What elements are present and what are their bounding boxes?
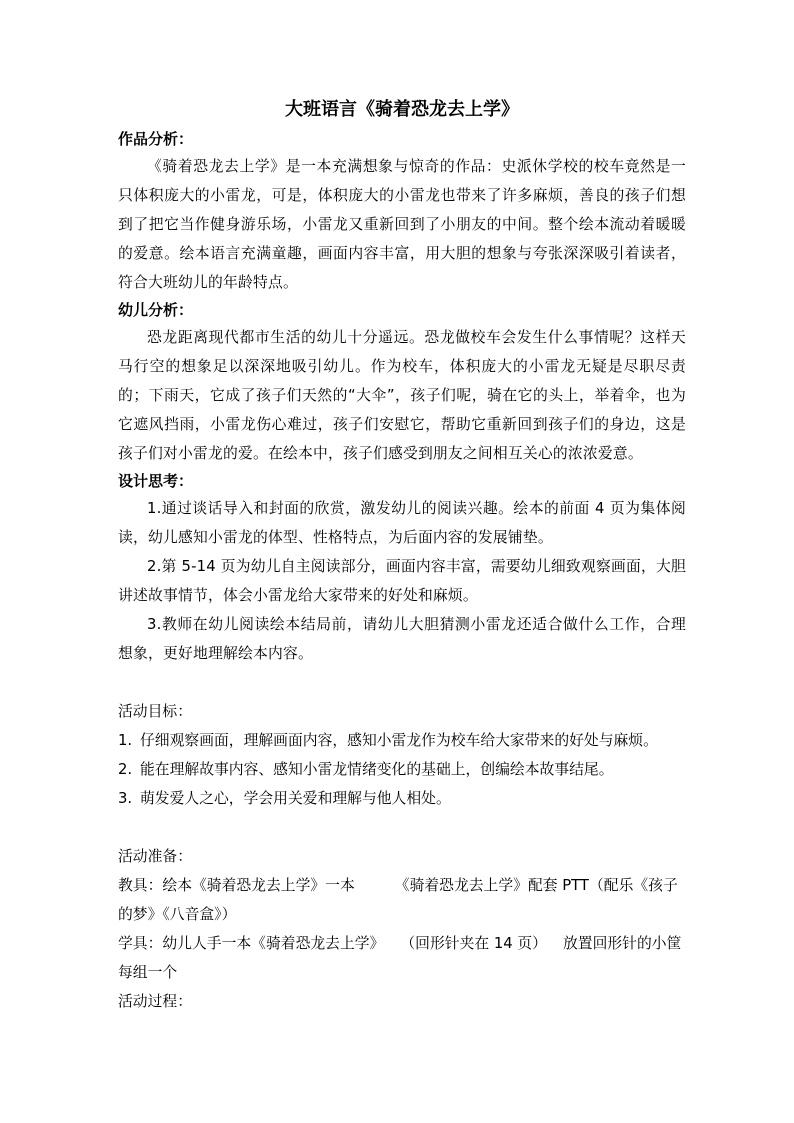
child-analysis-heading: 幼儿分析：: [118, 301, 194, 319]
goals-heading: 活动目标：: [118, 703, 192, 720]
teacher-materials-ppt: 《骑着恐龙去上学》配套 PTT（配乐《孩子的梦》《八音盒》）: [118, 877, 678, 923]
goal-number: 3.: [118, 790, 133, 807]
student-materials-basket: 放置回形针的小筐每组一个: [118, 935, 682, 981]
prep-heading: 活动准备：: [118, 848, 192, 865]
process-heading: 活动过程：: [118, 993, 192, 1010]
design-item-2: 2.第 5-14 页为幼儿自主阅读部分，画面内容丰富，需要幼儿细致观察画面，大胆讲述故事情节，体会小雷龙给大家带来的好处和麻烦。: [118, 558, 686, 604]
student-materials-book: 学具：幼儿人手一本《骑着恐龙去上学》: [118, 935, 385, 952]
teacher-materials-book: 教具：绘本《骑着恐龙去上学》一本: [118, 877, 355, 894]
document-page: [118, 96, 686, 1016]
design-heading: 设计思考：: [118, 472, 194, 490]
prep-teacher-materials: [118, 871, 686, 929]
work-analysis-text: 《骑着恐龙去上学》是一本充满想象与惊奇的作品：史派休学校的校车竟然是一只体积庞大的小雷龙，可是，体积庞大的小雷龙也带来了许多麻烦，善良的孩子们想到了把它当作健身游乐场，小雷龙又重新回到了小朋友的中间。整个绘本流动着暖暖的爱意。绘本语言充满童趣，画面内容丰富，用大胆的想象与夸张深深吸引着读者，符合大班幼儿的年龄特点。: [118, 158, 686, 291]
spacer: [118, 813, 686, 842]
goal-item: [118, 784, 686, 813]
goal-item: [118, 755, 686, 784]
goal-text: 萌发爱人之心，学会用关爱和理解与他人相处。: [140, 790, 451, 807]
student-materials-clip: （回形针夹在 14 页）: [400, 935, 547, 952]
goal-number: 1.: [118, 732, 133, 749]
spacer: [118, 668, 686, 697]
design-item-1: 1.通过谈话导入和封面的欣赏，激发幼儿的阅读兴趣。绘本的前面 4 页为集体阅读，幼儿感知小雷龙的体型、性格特点，为后面内容的发展铺垫。: [118, 500, 686, 546]
prep-student-materials: [118, 929, 686, 987]
child-analysis-text: 恐龙距离现代都市生活的幼儿十分遥远。恐龙做校车会发生什么事情呢？这样天马行空的想象足以深深地吸引幼儿。作为校车，体积庞大的小雷龙无疑是尽职尽责的；下雨天，它成了孩子们天然的“大伞”，孩子们呢，骑在它的头上，举着伞，也为它遮风挡雨，小雷龙伤心难过，孩子们安慰它，帮助它重新回到孩子们的身边，这是孩子们对小雷龙的爱。在绘本中，孩子们感受到朋友之间相互关心的浓浓爱意。: [118, 329, 686, 462]
goals-list: [118, 726, 686, 813]
work-analysis-heading: 作品分析：: [118, 130, 194, 148]
goal-number: 2.: [118, 761, 133, 778]
goal-text: 能在理解故事内容、感知小雷龙情绪变化的基础上，创编绘本故事结尾。: [140, 761, 614, 778]
design-item-3: 3.教师在幼儿阅读绘本结局前，请幼儿大胆猜测小雷龙还适合做什么工作，合理想象，更好地理解绘本内容。: [118, 616, 686, 662]
goal-text: 仔细观察画面，理解画面内容，感知小雷龙作为校车给大家带来的好处与麻烦。: [140, 732, 658, 749]
goal-item: [118, 726, 686, 755]
document-title: 大班语言《骑着恐龙去上学》: [285, 99, 519, 120]
